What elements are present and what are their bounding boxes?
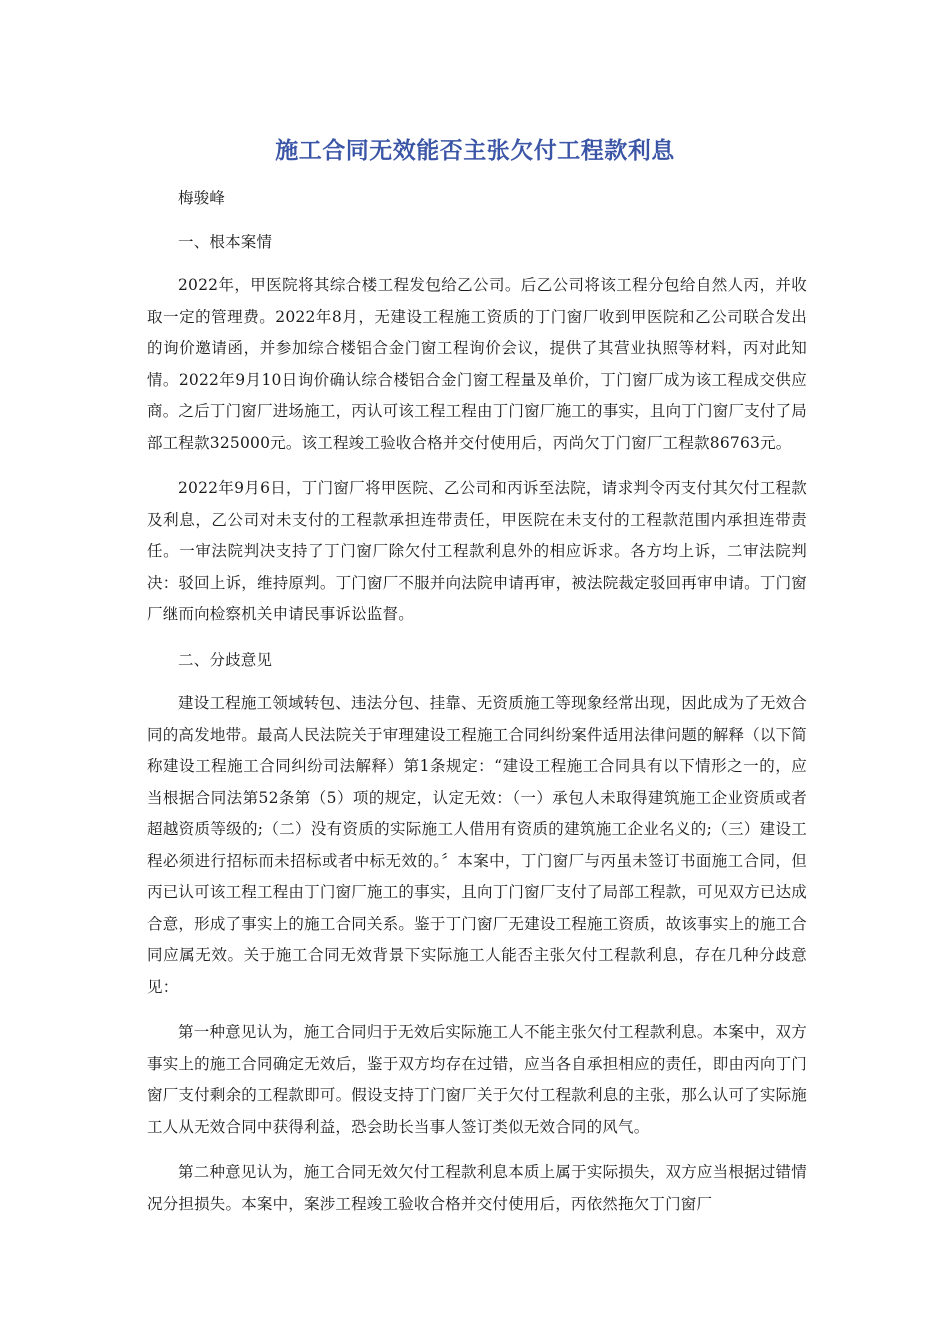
- paragraph: 2022年，甲医院将其综合楼工程发包给乙公司。后乙公司将该工程分包给自然人丙，并收取一定的管理费。2022年8月，无建设工程施工资质的丁门窗厂收到甲医院和乙公司联合发出的询价邀请函，并参加综合楼铝合金门窗工程询价会议，提供了其营业执照等材料，丙对此知情。2022年9月10日询价确认综合楼铝合金门窗工程量及单价，丁门窗厂成为该工程成交供应商。之后丁门窗厂进场施工，丙认可该工程工程由丁门窗厂施工的事实，且向丁门窗厂支付了局部工程款325000元。该工程竣工验收合格并交付使用后，丙尚欠丁门窗厂工程款86763元。: [147, 276, 807, 452]
- paragraph: 建设工程施工领域转包、违法分包、挂靠、无资质施工等现象经常出现，因此成为了无效合同的高发地带。最高人民法院关于审理建设工程施工合同纠纷案件适用法律问题的解释（以下简称建设工程施工合同纠纷司法解释）第1条规定：“建设工程施工合同具有以下情形之一的，应当根据合同法第52条第（5）项的规定，认定无效：（一）承包人未取得建筑施工企业资质或者超越资质等级的;（二）没有资质的实际施工人借用有资质的建筑施工企业名义的;（三）建设工程必须进行招标而未招标或者中标无效的。〞本案中，丁门窗厂与丙虽未签订书面施工合同，但丙已认可该工程工程由丁门窗厂施工的事实，且向丁门窗厂支付了局部工程款，可见双方已达成合意，形成了事实上的施工合同关系。鉴于丁门窗厂无建设工程施工资质，故该事实上的施工合同应属无效。关于施工合同无效背景下实际施工人能否主张欠付工程款利息，存在几种分歧意见：: [147, 694, 807, 996]
- document-title: 施工合同无效能否主张欠付工程款利息: [275, 138, 675, 164]
- paragraph: 第二种意见认为，施工合同无效欠付工程款利息本质上属于实际损失，双方应当根据过错情况分担损失。本案中，案涉工程竣工验收合格并交付使用后，丙依然拖欠丁门窗厂: [147, 1163, 807, 1213]
- author-name: 梅骏峰: [178, 189, 226, 207]
- document-body: [147, 183, 807, 1234]
- section-heading-2: 二、分歧意见: [178, 650, 273, 669]
- section-heading-1: 一、根本案情: [178, 232, 273, 251]
- paragraph: 2022年9月6日，丁门窗厂将甲医院、乙公司和丙诉至法院，请求判令丙支付其欠付工程款及利息，乙公司对未支付的工程款承担连带责任，甲医院在未支付的工程款范围内承担连带责任。一审法院判决支持了丁门窗厂除欠付工程款利息外的相应诉求。各方均上诉，二审法院判决：驳回上诉，维持原判。丁门窗厂不服并向法院申请再审，被法院裁定驳回再审申请。丁门窗厂继而向检察机关申请民事诉讼监督。: [147, 479, 807, 623]
- paragraph: 第一种意见认为，施工合同归于无效后实际施工人不能主张欠付工程款利息。本案中，双方事实上的施工合同确定无效后，鉴于双方均存在过错，应当各自承担相应的责任，即由丙向丁门窗厂支付剩余的工程款即可。假设支持丁门窗厂关于欠付工程款利息的主张，那么认可了实际施工人从无效合同中获得利益，恐会助长当事人签订类似无效合同的风气。: [147, 1023, 807, 1136]
